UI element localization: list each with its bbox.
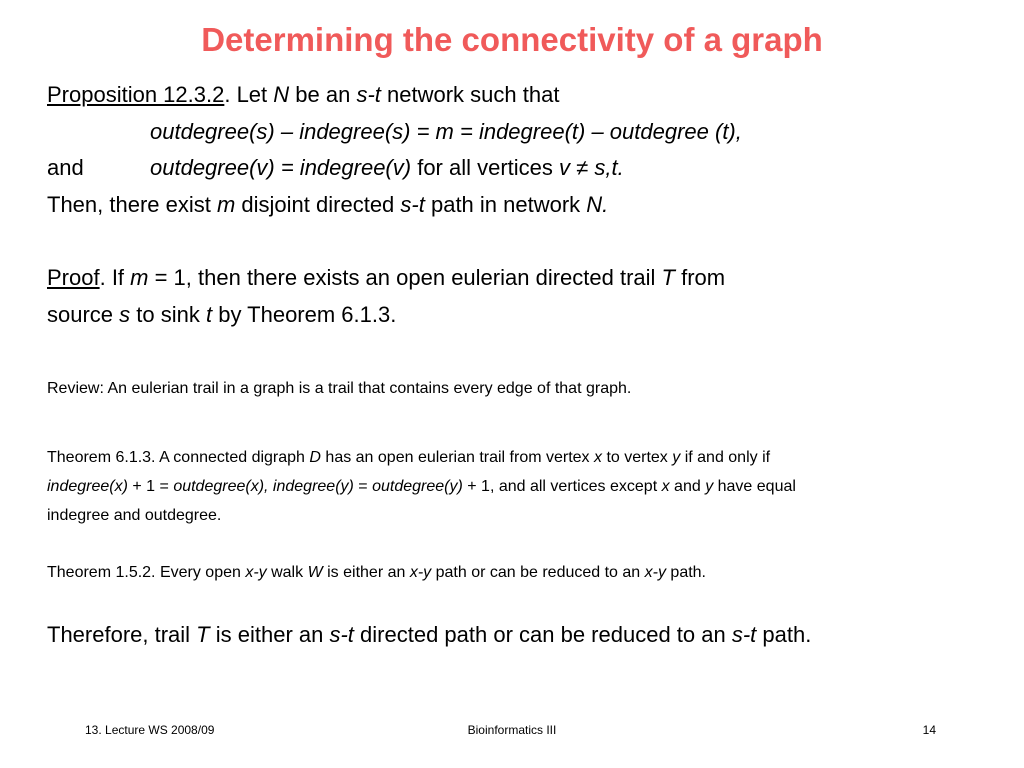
- proof-line-2: source s to sink t by Theorem 6.1.3.: [47, 302, 397, 327]
- slide-title: Determining the connectivity of a graph: [201, 21, 823, 58]
- review-text: Review: An eulerian trail in a graph is a trail that contains every edge of that graph.: [47, 380, 632, 397]
- proposition-line-3: [47, 154, 84, 182]
- proposition-line-1: Proposition 12.3.2. Let N be an s-t network such that: [47, 82, 560, 107]
- proof-label: Proof: [47, 265, 100, 290]
- theorem-613-line-1: Theorem 6.1.3. A connected digraph D has an open eulerian trail from vertex x to vertex y if and only if: [47, 449, 771, 466]
- proposition-line-3-body: outdegree(v) = indegree(v) for all vertices v ≠ s,t.: [150, 155, 624, 180]
- footer-course: Bioinformatics III: [467, 723, 557, 737]
- proposition-line-2: outdegree(s) – indegree(s) = m = indegree(t) – outdegree (t),: [150, 119, 742, 144]
- theorem-613-line-3: indegree and outdegree.: [47, 507, 222, 524]
- theorem-613-line-2: indegree(x) + 1 = outdegree(x), indegree(y) = outdegree(y) + 1, and all vertices except x and y have equal: [47, 478, 796, 495]
- proposition-label: Proposition 12.3.2: [47, 82, 225, 107]
- theorem-152-line: Theorem 1.5.2. Every open x-y walk W is either an x-y path or can be reduced to an x-y path.: [47, 564, 706, 581]
- proof-line-1: Proof. If m = 1, then there exists an open eulerian directed trail T from: [47, 265, 726, 290]
- conclusion-line: Therefore, trail T is either an s-t directed path or can be reduced to an s-t path.: [47, 622, 812, 647]
- proposition-line-4: Then, there exist m disjoint directed s-t path in network N.: [47, 192, 609, 217]
- footer-page-number: 14: [922, 723, 936, 737]
- footer-lecture: 13. Lecture WS 2008/09: [85, 723, 215, 737]
- and-word: and: [47, 155, 84, 180]
